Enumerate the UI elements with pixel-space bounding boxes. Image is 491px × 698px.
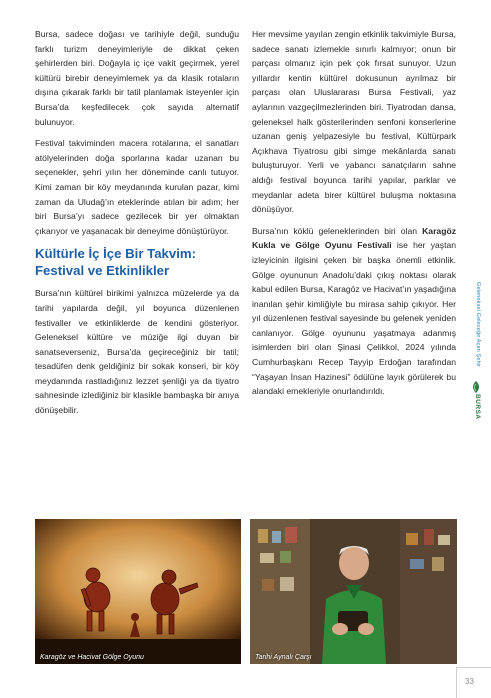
bursa-logo-icon — [471, 381, 481, 393]
bazaar-photo — [250, 519, 457, 664]
brand-logo-text: BURSA — [474, 394, 481, 420]
page-number: 33 — [465, 677, 474, 686]
paragraph-text: Bursa’nın köklü geleneklerinden biri olan — [252, 225, 423, 236]
bazaar-illustration — [250, 519, 457, 664]
shadow-play-photo — [35, 519, 241, 664]
image-caption: Tarihi Aynalı Çarşı — [255, 654, 312, 661]
festival-name: Karagöz Kukla ve Gölge Oyunu Festivali — [252, 225, 456, 251]
paragraph: Festival takviminden macera rotalarına, el sanatları atölyelerinden doğa sporlarına kadar uzanan bu seçenekler, şehri yılın her döneminde canlı tutuyor. Kimi zaman bir köy meydanında kurulan pazar, kimi zaman da Uludağ’ın eteklerinde atılan bir adım; her biri Bursa’yı sadece gezilecek bir yer olmaktan çıkarıyor ve yaşanacak bir deneyime dönüştürüyor. — [35, 138, 239, 236]
left-column — [35, 27, 239, 425]
section-heading: Kültürle İç İçe Bir Takvim: Festival ve Etkinlikler — [35, 246, 196, 279]
right-column — [252, 27, 456, 406]
paragraph: Bursa’nın kültürel birikimi yalnızca müzelerde ya da tarihi yapılarda değil, yıl boyunca düzenlenen festivaller ve etkinliklerde de kendini gösteriyor. Geleneksel kültüre ve müziğe ilgi duyan bir sanatseverseniz, Bursa’da geçireceğiniz bir tatil; tesadüfen denk geldiğiniz bir sokak konseri, bir köy meydanında rastladığınız lezzet şenliği ya da tiyatro sahnesinde izlediğiniz bir klasikle bambaşka bir anıya dönüşebilir. — [35, 288, 239, 416]
side-branding — [467, 282, 483, 432]
paragraph-text: ise her yaştan izleyicinin ilgisini çeken bir başka önemli etkinlik. Gölge oyununun Anadolu’daki çıkış noktası olarak kabul edilen Bursa, Karagöz ve Hacivat’ın yaşadığına inanılan şehir kimliğiyle bu mirasa sahip çıkıyor. Her yıl düzenlenen festival sayesinde bu gelenek yeniden canlanıyor. Gölge oyununu yaşatmaya adanmış isimlerden biri olan Şinasi Çelikkol, 2024 yılında Cumhurbaşkanı Recep Tayyip Erdoğan tarafından “Yaşayan İnsan Hazinesi” ödülüne layık görülerek bu alandaki emekleriyle onurlandırıldı. — [252, 240, 457, 397]
shadow-play-illustration — [35, 519, 241, 664]
image-caption: Karagöz ve Hacivat Gölge Oyunu — [40, 654, 144, 661]
paragraph — [252, 224, 456, 399]
paragraph: Bursa, sadece doğası ve tarihiyle değil, sunduğu farklı turizm deneyimleriyle de dikkat çeken şehirlerden biri. Doğayla iç içe vakit geçirmek, yerel kültürü birebir deneyimlemek ya da klasik rotaların dışına çıkarak farklı bir tatil planlamak isteyenler için Bursa’da keşfedilecek çok sayıda alternatif bulunuyor. — [35, 29, 239, 127]
brand-tagline: Geleneksel Geleceğe Açan Şehir — [475, 282, 481, 368]
page-number-box — [456, 667, 491, 698]
paragraph: Her mevsime yayılan zengin etkinlik takvimiyle Bursa, sadece sanatı izlemekle sınırlı kalmıyor; onun bir parçası olmanız için pek çok fırsat sunuyor. Uzun yıllardır kentin kültürel dokusunun ayrılmaz bir parçası olan Uluslararası Bursa Festivali, yaz aylarının vazgeçilmezlerinden biri. Tiyatrodan dansa, geleneksel halk gösterilerinden senfoni konserlerine uzanan geniş yelpazesiyle bu festival, Kültürpark Açıkhava Tiyatrosu gibi simge mekânlarda sanatı buluşturuyor. Yerli ve yabancı sanatçıların sahne aldığı festival boyunca tarihi yapılar, parklar ve meydanlar adeta birer kültürel buluşma noktasına dönüşüyor. — [252, 29, 456, 215]
